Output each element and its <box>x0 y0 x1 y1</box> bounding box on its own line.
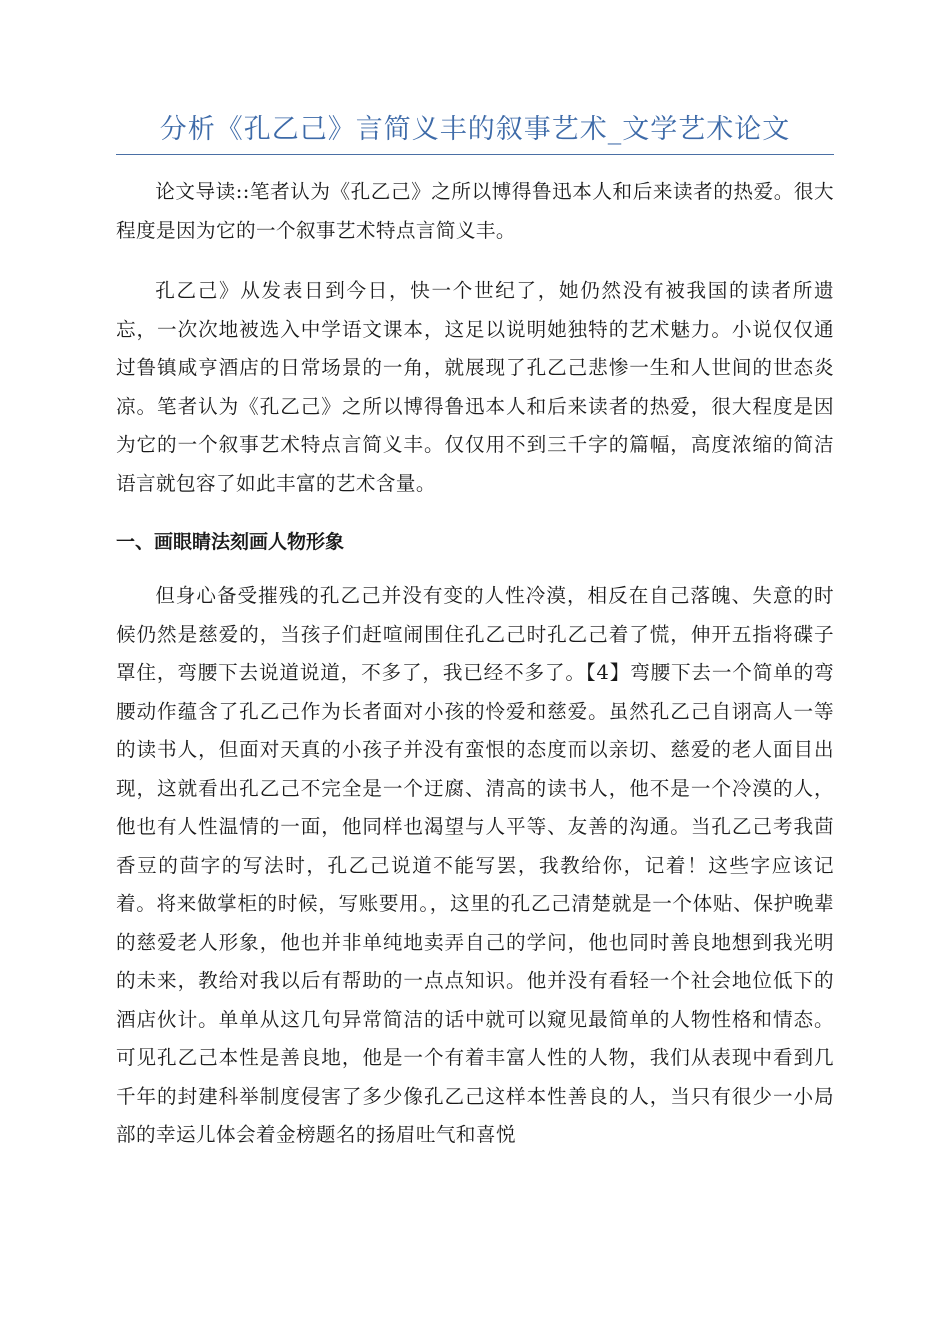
intro-paragraph: 论文导读::笔者认为《孔乙己》之所以博得鲁迅本人和后来读者的热爱。很大程度是因为它的一个叙事艺术特点言简义丰。 <box>116 180 834 242</box>
title-block <box>116 110 834 155</box>
body-paragraph-1: 孔乙己》从发表日到今日，快一个世纪了，她仍然没有被我国的读者所遗忘，一次次地被选入中学语文课本，这足以说明她独特的艺术魅力。小说仅仅通过鲁镇咸亨酒店的日常场景的一角，就展现了孔乙己悲惨一生和人世间的世态炎凉。笔者认为《孔乙己》之所以博得鲁迅本人和后来读者的热爱，很大程度是因为它的一个叙事艺术特点言简义丰。仅仅用不到三千字的篇幅，高度浓缩的简洁语言就包容了如此丰富的艺术含量。 <box>116 279 834 495</box>
body-paragraph-2: 但身心备受摧残的孔乙己并没有变的人性冷漠，相反在自己落魄、失意的时候仍然是慈爱的，当孩子们赶喧闹围住孔乙己时孔乙己着了慌，伸开五指将碟子罩住，弯腰下去说道说道，不多了，我已经不多了。【4】弯腰下去一个简单的弯腰动作蕴含了孔乙己作为长者面对小孩的怜爱和慈爱。虽然孔乙己自诩高人一等的读书人，但面对天真的小孩子并没有蛮恨的态度而以亲切、慈爱的老人面目出现，这就看出孔乙己不完全是一个迂腐、清高的读书人，他不是一个冷漠的人，他也有人性温情的一面，他同样也渴望与人平等、友善的沟通。当孔乙己考我茴香豆的茴字的写法时，孔乙己说道不能写罢，我教给你，记着！这些字应该记着。将来做掌柜的时候，写账要用。，这里的孔乙己清楚就是一个体贴、保护晚辈的慈爱老人形象，他也并非单纯地卖弄自己的学问，他也同时善良地想到我光明的未来，教给对我以后有帮助的一点点知识。他并没有看轻一个社会地位低下的酒店伙计。单单从这几句异常简洁的话中就可以窥见最简单的人物性格和情态。可见孔乙己本性是善良地，他是一个有着丰富人性的人物，我们从表现中看到几千年的封建科举制度侵害了多少像孔乙己这样本性善良的人，当只有很少一小局部的幸运儿体会着金榜题名的扬眉吐气和喜悦 <box>116 584 834 1146</box>
document-page <box>116 110 834 1177</box>
section-heading: 一、画眼睛法刻画人物形象 <box>116 531 345 553</box>
document-title: 分析《孔乙己》言简义丰的叙事艺术_文学艺术论文 <box>159 114 791 145</box>
document-body <box>116 173 834 1155</box>
